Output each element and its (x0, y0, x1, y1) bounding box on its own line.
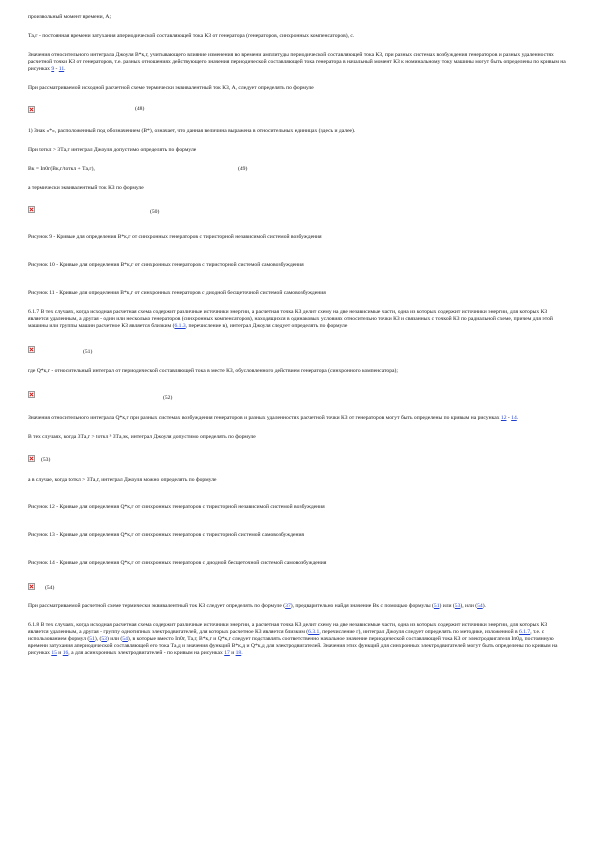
link-section-6-1-3[interactable]: 6.1.3 (174, 323, 186, 329)
broken-image-icon (28, 583, 35, 590)
paragraph-6-1-8 (28, 622, 568, 657)
text-span: произвольный момент времени, А; (28, 14, 112, 20)
broken-image-icon (28, 391, 35, 398)
formula-51 (28, 342, 568, 356)
formula-text: Bк = Iп0г(Bк,г/tоткл + Тa,г), (28, 166, 95, 172)
text-span: При рассматриваемой исходной расчетной схеме термически эквивалентный ток КЗ, А, следует определять по формуле (28, 85, 314, 91)
equation-number: (53) (41, 456, 51, 463)
link-formula-51[interactable]: 51 (89, 636, 95, 642)
equation-number: (50) (150, 208, 160, 215)
text-span: . (64, 66, 66, 72)
text-span: , т.е. с использованием формул ( (28, 629, 545, 642)
equation-number: (54) (45, 584, 55, 591)
formula-53 (28, 451, 568, 465)
document-body (28, 14, 568, 669)
paragraph-time-constant (28, 33, 568, 40)
paragraph-q-values (28, 415, 568, 422)
equation-number: (48) (135, 105, 145, 112)
text-span: Рисунок 9 - Кривые для определения B*к,г от синхронных генераторов с тиристорной независимой системой возбуждения (28, 234, 322, 240)
link-figure-9[interactable]: 9 (51, 66, 55, 72)
text-span: . (241, 650, 243, 656)
text-span: - (54, 66, 59, 72)
equation-number: (51) (83, 348, 93, 355)
link-formula-53[interactable]: 53 (454, 603, 461, 609)
text-span: 6.1.8 В тех случаях, когда исходная расчетная схема содержит различные источники энергии, а расчетная точка КЗ делит схему на две независимые части, одна из которых содержит источники энергии, для которых КЗ является удаленным, а другая - группу однотипных электродвигателей, для которых расчетное КЗ является близким ( (28, 622, 548, 635)
paragraph-6-1-7 (28, 309, 568, 330)
formula-48 (28, 102, 568, 116)
text-span: . (516, 415, 519, 421)
text-span: а термически эквивалентный ток КЗ по формуле (28, 185, 144, 191)
text-span: При tоткл > 3Тa,г интеграл Джоуля допустимо определять по формуле (28, 147, 197, 153)
link-section-6-3-1[interactable]: 6.3.1 (308, 629, 320, 635)
text-span: и (229, 650, 236, 656)
text-span: Значения относительного интеграла Джоуля B*к,г, учитывающего влияние изменения во времени амплитуды периодической составляющей тока КЗ, при разных системах возбуждения генераторов и разных удаленностях расчетной точки КЗ от генераторов, т.е. разных отношениях действующего значения периодической составляющей тока генератора в начальный момент КЗ к номинальному току машины могут быть определены по кривым на рисунках (28, 52, 566, 72)
text-span: - (506, 415, 512, 421)
text-span: , а для асинхронных электродвигателей - по кривым на рисунках (68, 650, 225, 656)
paragraph-footnote-star (28, 128, 568, 135)
link-formula-53[interactable]: 53 (101, 636, 107, 642)
broken-image-icon (28, 206, 35, 213)
link-formula-37[interactable]: 37 (285, 603, 291, 609)
equation-number: (49) (238, 166, 248, 172)
caption-figure-13 (28, 532, 568, 539)
text-span: , перечисление в), интеграл Джоуля следует определять по формуле (185, 323, 348, 329)
link-formula-54[interactable]: 54 (122, 636, 128, 642)
text-span: , перечисление г), интеграл Джоуля следует определять по методике, изложенной в (319, 629, 520, 635)
link-formula-54[interactable]: 54 (477, 603, 483, 609)
equation-number: (52) (163, 394, 173, 401)
text-span: ), ( (94, 636, 102, 642)
link-figure-14[interactable]: 14 (511, 415, 517, 421)
formula-52 (28, 387, 568, 401)
caption-figure-9 (28, 234, 568, 241)
link-figure-11[interactable]: 11 (58, 66, 65, 72)
paragraph-thermal-current-formula (28, 185, 568, 192)
broken-image-icon (28, 455, 35, 462)
formula-50 (28, 202, 568, 216)
text-span: Тa,г - постоянная времени затухания апериодической составляющей тока КЗ от генератора (генераторов, синхронных компенсаторов), с. (28, 33, 355, 39)
text-span: Рисунок 12 - Кривые для определения Q*к,г от синхронных генераторов с тиристорной независимой системой возбуждения (28, 504, 325, 510)
text-span: ) или ( (439, 603, 455, 609)
link-section-6-1-7[interactable]: 6.1.7 (519, 629, 531, 635)
broken-image-icon (28, 346, 35, 353)
text-span: Рисунок 11 - Кривые для определения B*к,г от синхронных генераторов с диодной бесщеточной системой самовозбуждения (28, 290, 326, 296)
text-span: В тех случаях, когда 3Тa,г > tоткл ³ 3Тa,эк, интеграл Джоуля допустимо определять по формуле (28, 434, 256, 440)
text-span: где Q*к,г - относительный интеграл от периодической составляющей тока в месте КЗ, обусловленного действием генератора (синхронного компенсатора); (28, 368, 398, 374)
caption-figure-11 (28, 290, 568, 297)
link-figure-12[interactable]: 12 (500, 415, 507, 421)
text-span: ), в которые вместо Iп0г, Тa,г, B*к,г и Q*к,г следует подставлять соответственно начальное значение периодической составляющей тока КЗ от электродвигателя Iп0д, постоянную времени затухания апериодической составляющей его тока Тa,д и значения функций B*к,д и Q*к,д для электродвигателей. Значения этих функций для синхронных электродвигателей могут быть определены по кривым на рисунках (28, 636, 558, 656)
text-span: Рисунок 13 - Кривые для определения Q*к,г от синхронных генераторов с тиристорной системой самовозбуждения (28, 532, 305, 538)
formula-49 (28, 166, 568, 173)
paragraph-thermal-current-scheme (28, 603, 568, 610)
broken-image-icon (28, 106, 35, 113)
link-figure-16[interactable]: 16 (62, 650, 69, 656)
text-span: и (56, 650, 63, 656)
text-span: а в случае, когда tоткл > 3Тa,г, интеграл Джоуля можно определять по формуле (28, 477, 217, 483)
link-figure-18[interactable]: 18 (235, 650, 242, 656)
text-span: При рассматриваемой расчетной схеме термически эквивалентный ток КЗ следует определять по формуле ( (28, 603, 286, 609)
paragraph-relative-integral (28, 368, 568, 375)
paragraph-thermal-current-intro (28, 85, 568, 92)
paragraph-joule-integral-values (28, 52, 568, 73)
text-span: ) или ( (106, 636, 123, 642)
paragraph-condition-tdisc (28, 147, 568, 154)
text-span: ). (482, 603, 486, 609)
paragraph-condition-3ta (28, 434, 568, 441)
caption-figure-10 (28, 262, 568, 269)
formula-54 (28, 579, 568, 593)
link-formula-51[interactable]: 51 (433, 603, 440, 609)
text-span: Рисунок 14 - Кривые для определения Q*к,г от синхронных генераторов с диодной бесщеточной системой самовозбуждения (28, 560, 327, 566)
link-figure-17[interactable]: 17 (224, 650, 230, 656)
text-span: ), или ( (460, 603, 478, 609)
caption-figure-12 (28, 504, 568, 511)
caption-figure-14 (28, 560, 568, 567)
paragraph-condition-else (28, 477, 568, 484)
text-span: Рисунок 10 - Кривые для определения B*к,г от синхронных генераторов с тиристорной системой самовозбуждения (28, 262, 304, 268)
paragraph-current-definition (28, 14, 568, 21)
text-span: Значения относительного интеграла Q*к,г при разных системах возбуждения генераторов и разных удаленностях расчетной точки КЗ от генераторов могут быть определены по кривым на рисунках (28, 415, 501, 421)
link-figure-15[interactable]: 15 (51, 650, 57, 656)
text-span: 1) Знак «*», расположенный под обозначением (B*), означает, что данная величина выражена в относительных единицах (здесь и далее). (28, 128, 356, 134)
text-span: 6.1.7 В тех случаях, когда исходная расчетная схема содержит различные источники энергии, а расчетная точка КЗ делит схему на две независимые части, одна из которых содержит источники энергии, для которых КЗ является удаленным, а другая - один или несколько генераторов (синхронных компенсаторов), находящихся в одинаковых условиях относительно точки КЗ и связанных с точкой КЗ по радиальной схеме, причем для этой машины или группы машин расчетное КЗ является близким ( (28, 309, 553, 329)
text-span: ), предварительно найдя значение Bк с помощью формулы ( (290, 603, 434, 609)
